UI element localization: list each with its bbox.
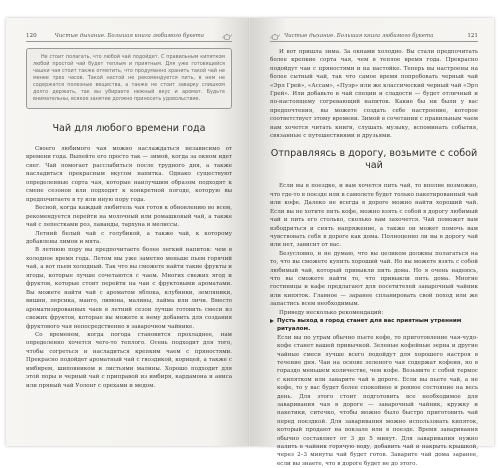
left-page	[6, 18, 250, 446]
paragraph: Летний белый чай с голубикой, а также чай, к которому добавлены лимон и мята.	[26, 230, 232, 245]
section-title: Чай для любого времени года	[52, 123, 206, 134]
paragraph: Приведу несколько рекомендаций:	[279, 309, 384, 316]
tip-body: Если вы по утрам обычно пьете кофе, то приготовление чая-чудо-кофе станет вашей привычкой. Зеленые кофейные зерна и другие чайные смеси лучше всего подойдут для хорошего настроя в течение дня. Чаи на основе зеленого чая содержат кофеин, но в гораздо меньшем количестве, чем кофе. Возьмите с собой термос с кипятком или заварите чай в дороге. Если вы пьете чай, а не кофе, то у вас будет более спокойное и ровное состояние на весь день. Для этого стоит подготовить все необходимое для заваривания чая в дороге — заварочный чайник, кружку и пакетики, ситечко, чтобы можно было быстро приготовить чай перед поездкой. Для заваривания можно использовать кипяток, который продают на вокзале или в поезде. Время заваривания обычно составляет от 3 до 5 минут. Для заваривания нужно налить в чайник горячую воду, добавить чай и накрыть крышкой, через 2–3 минуты чай будет готов. Заварите чай дома заранее, если вы знаете, что в дороге будет не до этого.	[277, 334, 478, 467]
running-head-right	[270, 32, 478, 42]
page-number: 121	[467, 33, 478, 39]
body-text	[26, 145, 232, 390]
paragraph: Если вы в поездке, и вам хочется пить чай, то вполне возможно, что где-то в поезде или в самолете будет только пакетированный чай или кофе. Далеко не всегда в дороге можно найти хороший чай. Если вы не хотите пить кофе, можно взять с собой в дорогу любимый чай и пить его столько, сколько вам захочется. Чай поможет вам взбодриться и снять напряжение, а также он может помочь вам чувствовать себя в дороге как дома. Полноценно ли вы в дорогу чай или нет, зависит от вас.	[270, 183, 478, 249]
paragraph: Своего любимого чая можно наслаждаться независимо от времени года. Выпейте его просто так — зимой, когда за окном идет снег. Чай помогает расслабиться после трудного дня, а также насладиться прекрасным вкусом напитка. Однако существуют определенные сорта чая, которые наилучшим образом подходят к смене сезонов или подходят к конкретной погоде, которую вы предпочитаете в ту или иную пору года.	[26, 146, 232, 203]
book-spread	[6, 18, 494, 467]
tip-lead: Пусть выход в город станет для вас приятным утренним ритуалом.	[277, 317, 462, 333]
sidebar-text: Не стоит полагать, что любой чай подойдет. С правильным кипятком любой простой чай будет теплым и приятным. Для уже готовящейся чашки чая стоит также отметить, что продуманно хранить такой чай не менее трех часов. Такой настой не рекомендуется пить, в нем не содержатся полезные вещества, а также не стоит заварку слишком долго держать, так вы убираете нежный вкус и аромат. Будьте внимательны, всякое занятие должно приносить удовольствие.	[33, 54, 225, 102]
paragraph: Безусловно, и не думаю, что вы целиком должны полагаться на то, что вы сможете купить хороший чай. Но вы можете взять с собой любимый чай, который привыкли пить дома. Но я очень надеюсь, что вы сможете найти то, что привыкли пить дома. Многие гостиницы и кафе предлагают для посетителей заварочный чайник или кипяток. Главное — заранее спланировать свой поход или же запастись всем необходимым.	[270, 250, 478, 308]
intro-text	[270, 48, 478, 140]
sidebar-box	[26, 48, 232, 109]
running-head-title: Чистые дыхание. Большая книга любимого букета	[54, 33, 204, 39]
paragraph: Весной, когда каждый любитель чая готов к обновлению во всем, рекомендуется перейти на молочный или ромашковый чай, а также чай с лепестками роз, лаванды, тархуна и мелиссы.	[26, 205, 232, 229]
running-head-title: Чистые дыхание. Большая книга любимого букета	[284, 33, 434, 39]
paragraph: Со временем, когда погода становится прохладнее, нам определенно хочется чего-то теплого. Осень подходит для того, чтобы согреться и насладиться крепким чаем с пряностями. Прекрасно подойдет ароматный чай с гвоздикой, корицей, а также с имбирем, шиповником и листьями малины. Хорошо подходит для этой поры и черный чай с приправой из имбиря, кардамона и аниса или пряный чай Уолонг с орехами и медом.	[26, 331, 232, 389]
running-head-left	[26, 32, 232, 42]
page-number: 120	[26, 33, 37, 39]
paragraph: В летнюю пору вы предпочитаете более легкий напиток: чем в холодное время года. Летом мы уже заметно меньше пьем горячий чай, а вот пьем холодный. Так что вы сможете найти такие фрукты и ягоды, которые лучше сочетаются с чаем. Многих свежих ягод и фруктов, которые стоит перейти на чаи с фруктовыми ароматами. Вы можете найти чай с ароматом яблока, клубники, земляники, вишни, персика, манго, лимона, малины, лайма или личи. Вместо ароматизированных чаев в летний сезон лучше готовить смеси из свежих фруктов, которые вы можете к нему добавить для создания фруктового чая непосредственно в заварочном чайнике.	[26, 247, 232, 330]
teapot-icon	[270, 33, 280, 40]
paragraph: И вот пришла зима. За окнами холодно. Вы стали предпочитать более крепкие сорта чая, чем в теплое время года. Прекрасно подойдут чаи с пряностями и на настойке. Теперь вы настроены на более сытный чай, так что самое время попробовать черный чай «Эрл Грей», «Ассам», «Пуэр» или же классический черный чай «Эрл Грей». Или добавьте в чай специи и сладости — будет отличный и по-настоящему согревающий напиток. Какие бы ни были у вас предпочтения, вы можете создать себе настроение, которое соответствует этому времени. Зимой в сочетании с правильным чаем нам хочется читать книги, слушать музыку, вспоминать события, связанные с путешествиями и друзьями.	[270, 49, 478, 140]
tip-item	[270, 317, 478, 334]
arrow-bullet-icon	[270, 319, 274, 323]
right-page	[250, 18, 494, 467]
section-title: Отправляясь в дорогу, возьмите с собой чай	[270, 148, 478, 172]
body-text	[270, 182, 478, 468]
teapot-icon	[222, 33, 232, 40]
